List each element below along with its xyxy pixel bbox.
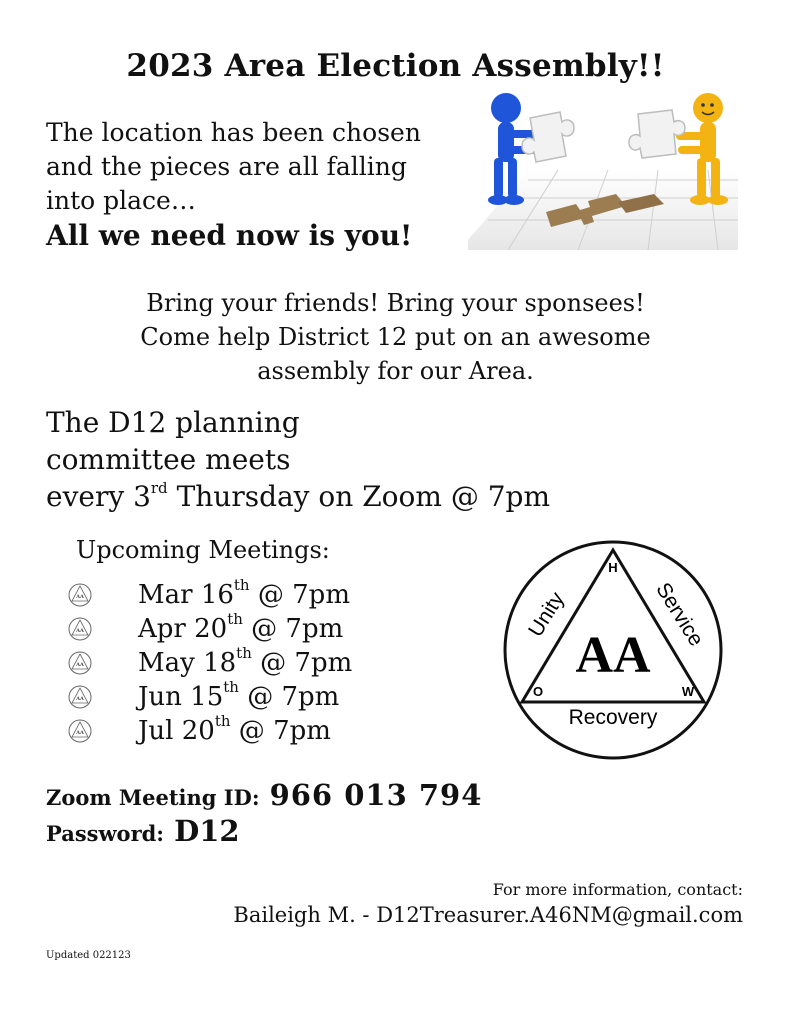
list-item: AA Mar 16th @ 7pm bbox=[68, 578, 352, 612]
intro-line-1: The location has been chosen bbox=[46, 118, 421, 147]
planning-line-1: The D12 planning bbox=[46, 406, 300, 439]
aa-logo-icon bbox=[68, 583, 92, 607]
aa-logo-icon bbox=[68, 617, 92, 641]
logo-left-letter: O bbox=[532, 684, 544, 699]
aa-triangle-logo bbox=[500, 538, 726, 762]
aa-logo-icon bbox=[68, 685, 92, 709]
page-title: 2023 Area Election Assembly!! bbox=[126, 48, 665, 84]
zoom-meeting-id bbox=[46, 778, 482, 812]
intro-text bbox=[46, 116, 476, 218]
svg-text:AA: AA bbox=[76, 628, 84, 634]
logo-center: AA bbox=[575, 627, 651, 684]
svg-text:AA: AA bbox=[76, 696, 84, 702]
logo-right-letter: W bbox=[681, 684, 695, 699]
svg-text:AA: AA bbox=[76, 730, 84, 736]
more-info-label: For more information, contact: bbox=[492, 880, 743, 899]
invitation-line-3: assembly for our Area. bbox=[257, 357, 534, 385]
intro-bold-callout: All we need now is you! bbox=[46, 219, 413, 252]
list-item: AA Jun 15th @ 7pm bbox=[68, 680, 352, 714]
planning-committee-text bbox=[46, 404, 646, 515]
list-item: AA Jul 20th @ 7pm bbox=[68, 714, 352, 748]
logo-recovery: Recovery bbox=[568, 706, 658, 729]
aa-logo-icon bbox=[68, 719, 92, 743]
contact-line: Baileigh M. - D12Treasurer.A46NM@gmail.com bbox=[233, 903, 743, 927]
meetings-list bbox=[68, 578, 352, 748]
logo-service: Service bbox=[651, 578, 708, 651]
password-value: D12 bbox=[174, 814, 240, 848]
password-label: Password: bbox=[46, 821, 165, 846]
invitation-text bbox=[0, 286, 791, 388]
zoom-password bbox=[46, 814, 240, 848]
upcoming-meetings-heading: Upcoming Meetings: bbox=[76, 536, 330, 564]
invitation-line-1: Bring your friends! Bring your sponsees! bbox=[146, 289, 645, 317]
zoom-id-value: 966 013 794 bbox=[269, 778, 483, 812]
svg-text:AA: AA bbox=[76, 594, 84, 600]
svg-text:AA: AA bbox=[76, 662, 84, 668]
invitation-line-2: Come help District 12 put on an awesome bbox=[140, 323, 651, 351]
puzzle-people-illustration bbox=[468, 90, 738, 258]
intro-line-3: into place… bbox=[46, 186, 196, 215]
logo-top-letter: H bbox=[608, 560, 618, 575]
zoom-id-label: Zoom Meeting ID: bbox=[46, 785, 260, 810]
list-item: AA Apr 20th @ 7pm bbox=[68, 612, 352, 646]
planning-line-2: committee meets bbox=[46, 443, 291, 476]
list-item: AA May 18th @ 7pm bbox=[68, 646, 352, 680]
updated-date: Updated 022123 bbox=[46, 950, 131, 961]
planning-line-3: every 3rd Thursday on Zoom @ 7pm bbox=[46, 478, 551, 513]
logo-unity: Unity bbox=[524, 588, 569, 641]
aa-logo-icon bbox=[68, 651, 92, 675]
intro-line-2: and the pieces are all falling bbox=[46, 152, 407, 181]
